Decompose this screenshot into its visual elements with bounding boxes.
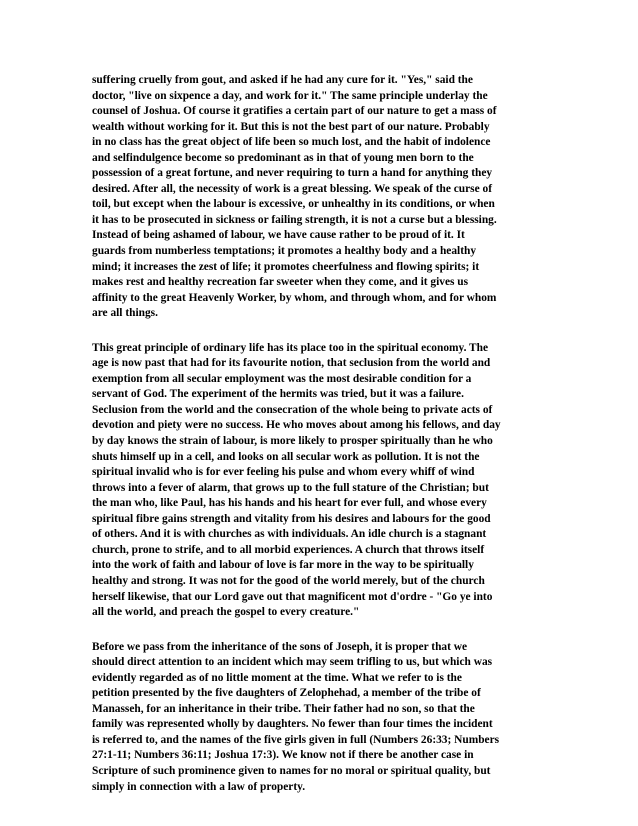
text-line: 27:1-11; Numbers 36:11; Joshua 17:3). We know not if there be another case in	[92, 749, 474, 762]
text-line: and selfindulgence become so predominant as in that of young men born to the	[92, 151, 474, 164]
text-line: suffering cruelly from gout, and asked if he had any cure for it. "Yes," said the	[92, 74, 473, 86]
text-line: petition presented by the five daughters of Zelophehad, a member of the tribe of	[92, 687, 481, 700]
text-line: mind; it increases the zest of life; it promotes cheerfulness and flowing spirits; it	[92, 260, 480, 273]
text-line: simply in connection with a law of property.	[92, 780, 306, 793]
text-line: Before we pass from the inheritance of the sons of Joseph, it is proper that we	[92, 640, 468, 653]
text-line: This great principle of ordinary life has its place too in the spiritual economy. The	[92, 341, 489, 354]
text-line: servant of God. The experiment of the hermits was tried, but it was a failure.	[92, 388, 464, 401]
text-line: desired. After all, the necessity of work is a great blessing. We speak of the curse of	[92, 182, 493, 195]
text-line: age is now past that had for its favourite notion, that seclusion from the world and	[92, 357, 491, 370]
text-line: Seclusion from the world and the consecration of the whole being to private acts of	[92, 403, 493, 416]
text-line: are all things.	[92, 307, 158, 320]
text-line: counsel of Joshua. Of course it gratifies a certain part of our nature to get a mass of	[92, 105, 497, 118]
text-line: family was represented wholly by daughters. No fewer than four times the incident	[92, 718, 493, 731]
paragraph-daughters-of-zelophehad	[92, 640, 552, 795]
text-line: herself likewise, that our Lord gave out that magnificent mot d'ordre - "Go ye into	[92, 590, 493, 603]
text-line: guards from numberless temptations; it promotes a healthy body and a healthy	[92, 245, 477, 258]
text-line: makes rest and healthy recreation far sweeter when they come, and it gives us	[92, 276, 469, 289]
text-line: wealth without working for it. But this is not the best part of our nature. Probably	[92, 120, 490, 133]
text-line: it has to be prosecuted in sickness or failing strength, it is not a curse but a blessing.	[92, 213, 497, 226]
text-line: spiritual invalid who is for ever feeling his pulse and whom every whiff of wind	[92, 466, 475, 479]
text-line: throws into a fever of alarm, that grows up to the full stature of the Christian; but	[92, 481, 489, 494]
text-line: shuts himself up in a cell, and looks on all secular work as pollution. It is not the	[92, 450, 480, 463]
text-line: affinity to the great Heavenly Worker, by whom, and through whom, and for whom	[92, 291, 497, 304]
text-line: Scripture of such prominence given to names for no moral or spiritual quality, but	[92, 764, 491, 777]
text-line: spiritual fibre gains strength and vitality from his desires and labours for the good	[92, 512, 491, 525]
text-line: all the world, and preach the gospel to every creature."	[92, 606, 360, 619]
text-line: doctor, "live on sixpence a day, and work for it." The same principle underlay the	[92, 89, 488, 102]
text-line: in no class has the great object of life been so much lost, and the habit of indolence	[92, 136, 491, 149]
text-line: devotion and piety were no success. He who moves about among his fellows, and day	[92, 419, 501, 432]
text-line: toil, but except when the labour is excessive, or unhealthy in its conditions, or when	[92, 198, 495, 211]
text-line: evidently regarded as of no little moment at the time. What we refer to is the	[92, 671, 462, 684]
document-page	[92, 73, 552, 814]
paragraph-spiritual-economy	[92, 341, 552, 621]
text-line: into the work of faith and labour of love is far more in the way to be spiritually	[92, 559, 474, 572]
text-line: is referred to, and the names of the five girls given in full (Numbers 26:33; Numbers	[92, 733, 500, 746]
paragraph-work-blessing	[92, 73, 552, 322]
text-line: Instead of being ashamed of labour, we have cause rather to be proud of it. It	[92, 229, 465, 242]
text-line: possession of a great fortune, and never requiring to turn a hand for anything they	[92, 167, 493, 180]
text-line: Manasseh, for an inheritance in their tribe. Their father had no son, so that the	[92, 702, 475, 715]
text-line: should direct attention to an incident which may seem trifling to us, but which was	[92, 656, 493, 669]
text-line: church, prone to strife, and to all morbid experiences. A church that throws itself	[92, 543, 485, 556]
text-line: of others. And it is with churches as with individuals. An idle church is a stagnant	[92, 528, 487, 541]
text-line: healthy and strong. It was not for the good of the world merely, but of the church	[92, 574, 485, 587]
text-line: the man who, like Paul, has his hands and his heart for ever full, and whose every	[92, 497, 487, 510]
text-line: by day knows the strain of labour, is more likely to prosper spiritually than he who	[92, 435, 493, 448]
text-line: exemption from all secular employment was the most desirable condition for a	[92, 372, 472, 385]
